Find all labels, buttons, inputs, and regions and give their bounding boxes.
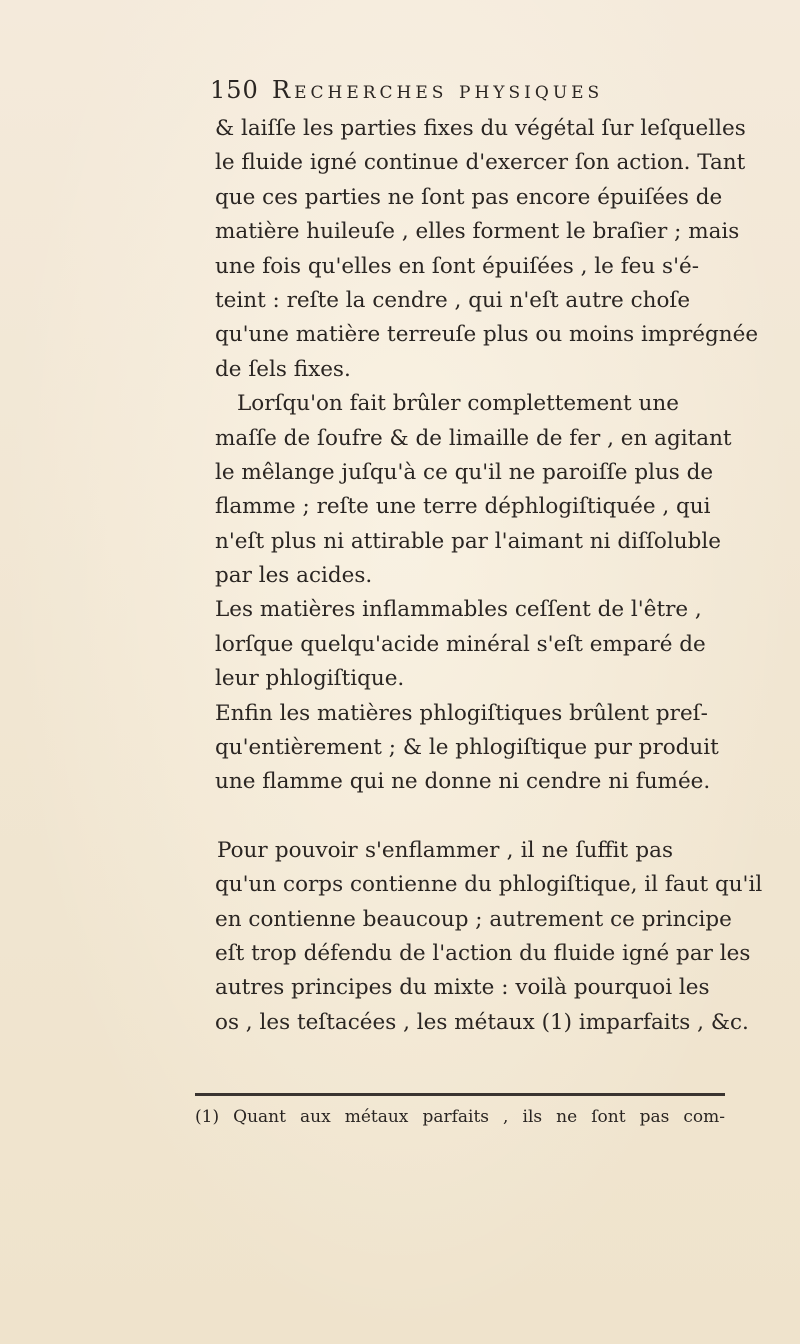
text-line: une fois qu'elles en ſont épuiſées , le feu s'é-	[215, 253, 699, 279]
text-line: une flamme qui ne donne ni cendre ni fumée.	[215, 769, 711, 795]
text-line: & laiſſe les parties fixes du végétal ſur leſquelles	[215, 116, 746, 141]
text-line: maſſe de ſoufre & de limaille de fer , en agitant	[215, 425, 732, 451]
text-line: le mêlange juſqu'à ce qu'il ne paroiſſe plus de	[215, 459, 714, 485]
body-text	[215, 112, 763, 1040]
text-line: qu'entièrement ; & le phlogiſtique pur produit	[215, 735, 719, 761]
text-line: qu'un corps contienne du phlogiſtique, il faut qu'il	[215, 872, 763, 898]
text-line: Lorſqu'on fait brûler complettement une	[237, 391, 679, 417]
text-line: Les matières inflammables ceſſent de l'être ,	[215, 597, 702, 623]
text-line: matière huileuſe , elles forment le braſier ; mais	[215, 219, 740, 245]
text-line: leur phlogiſtique.	[215, 666, 405, 692]
text-line: lorſque quelqu'acide minéral s'eſt emparé de	[215, 631, 706, 657]
paragraph-gap	[215, 800, 673, 834]
footnote-rule	[195, 1093, 725, 1096]
text-line: flamme ; reſte une terre déphlogiſtiquée , qui	[215, 494, 711, 520]
page-header	[210, 76, 670, 110]
footnote: (1) Quant aux métaux parfaits , ils ne ſont pas com-	[195, 1107, 725, 1127]
text-line: autres principes du mixte : voilà pourquoi les	[215, 975, 710, 1001]
page-number: 150	[210, 76, 259, 104]
text-line: de ſels fixes.	[215, 356, 351, 382]
text-line: eſt trop défendu de l'action du fluide igné par les	[215, 940, 751, 966]
text-line: que ces parties ne ſont pas encore épuiſées de	[215, 184, 723, 210]
text-line: teint : reſte la cendre , qui n'eſt autre choſe	[215, 287, 691, 313]
text-line: Pour pouvoir s'enflammer , il ne ſuffit pas	[217, 837, 673, 863]
text-line: en contienne beaucoup ; autrement ce principe	[215, 906, 732, 932]
text-line: le fluide igné continue d'exercer ſon action. Tant	[215, 150, 746, 176]
text-line: qu'une matière terreuſe plus ou moins imprégnée	[215, 322, 759, 348]
text-line: par les acides.	[215, 563, 373, 589]
text-line: n'eſt plus ni attirable par l'aimant ni diſſoluble	[215, 528, 721, 554]
text-line: os , les teſtacées , les métaux (1) imparfaits , &c.	[215, 1009, 749, 1035]
text-line: Enfin les matières phlogiſtiques brûlent preſ-	[215, 700, 708, 726]
running-title: Recherches physiques	[272, 76, 604, 104]
